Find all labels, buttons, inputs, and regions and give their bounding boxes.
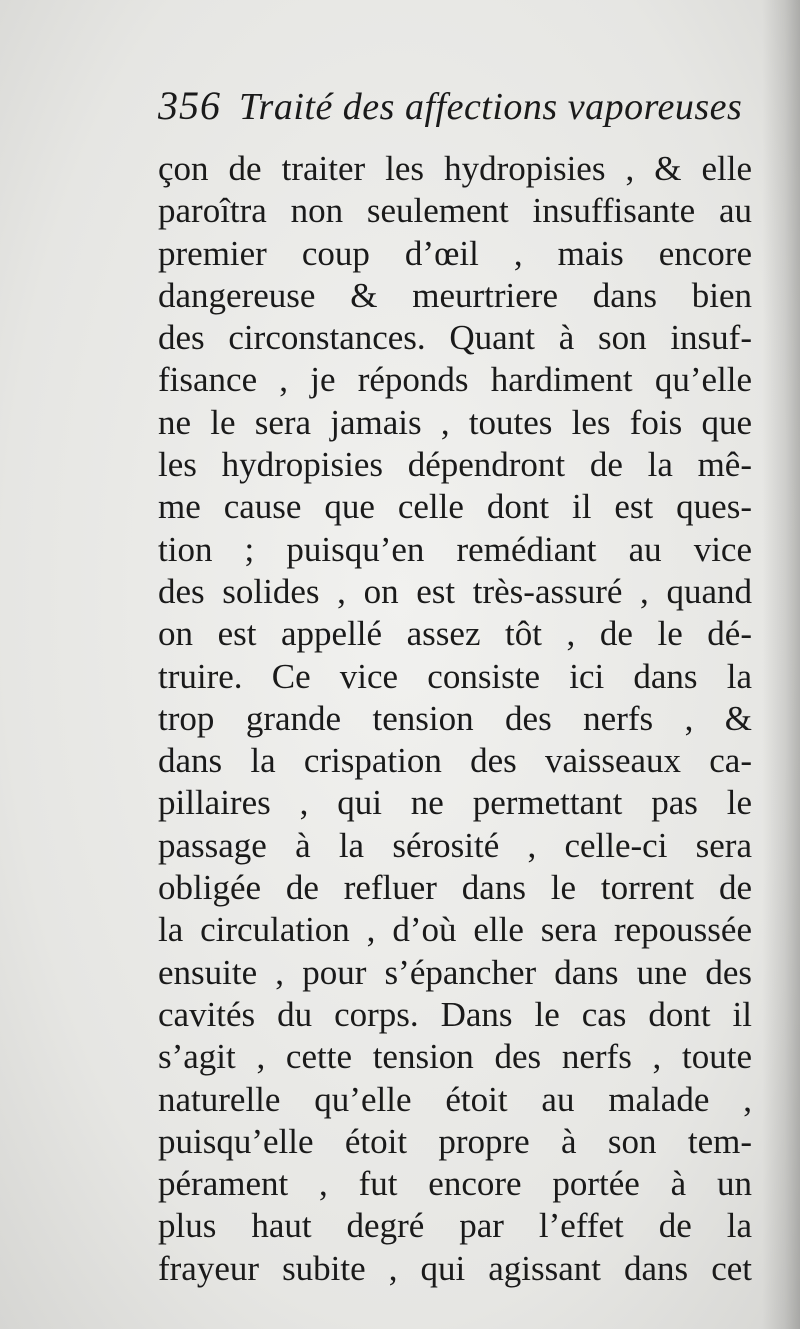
text-line: me cause que celle dont il est ques-	[158, 487, 752, 527]
text-line: obligée de refluer dans le torrent de	[158, 868, 752, 908]
page-number: 356	[158, 83, 221, 128]
text-line: des circonstances. Quant à son insuf-	[158, 318, 752, 358]
page-gutter-shadow	[762, 0, 800, 1329]
running-header	[158, 82, 758, 142]
text-line: premier coup d’œil , mais encore	[158, 233, 752, 273]
body-text	[158, 148, 752, 1290]
text-line: fisance , je réponds hardiment qu’elle	[158, 360, 752, 400]
text-line: tion ; puisqu’en remédiant au vice	[158, 529, 752, 569]
text-line: pillaires , qui ne permettant pas le	[158, 783, 752, 823]
text-line: dans la crispation des vaisseaux ca-	[158, 741, 752, 781]
text-line: trop grande tension des nerfs , &	[158, 698, 752, 738]
running-title: Traité des affections vaporeuses	[239, 86, 743, 128]
text-line: ne le sera jamais , toutes les fois que	[158, 402, 752, 442]
text-line: plus haut degré par l’effet de la	[158, 1206, 752, 1246]
text-line: paroîtra non seulement insuffisante au	[158, 191, 752, 231]
text-line: passage à la sérosité , celle-ci sera	[158, 825, 752, 865]
text-line: s’agit , cette tension des nerfs , toute	[158, 1037, 752, 1077]
text-line: la circulation , d’où elle sera repoussée	[158, 910, 752, 950]
text-line: naturelle qu’elle étoit au malade ,	[158, 1079, 752, 1119]
text-line: çon de traiter les hydropisies , & elle	[158, 149, 752, 188]
text-line: dangereuse & meurtriere dans bien	[158, 275, 752, 315]
text-line: frayeur subite , qui agissant dans cet	[158, 1248, 752, 1288]
text-line: ensuite , pour s’épancher dans une des	[158, 952, 752, 992]
text-line: on est appellé assez tôt , de le dé-	[158, 614, 752, 654]
text-line: truire. Ce vice consiste ici dans la	[158, 656, 752, 696]
text-line: puisqu’elle étoit propre à son tem-	[158, 1121, 752, 1161]
text-line: cavités du corps. Dans le cas dont il	[158, 994, 752, 1034]
text-line: les hydropisies dépendront de la mê-	[158, 445, 752, 485]
text-line: pérament , fut encore portée à un	[158, 1164, 752, 1204]
text-line: des solides , on est très-assuré , quand	[158, 571, 752, 611]
